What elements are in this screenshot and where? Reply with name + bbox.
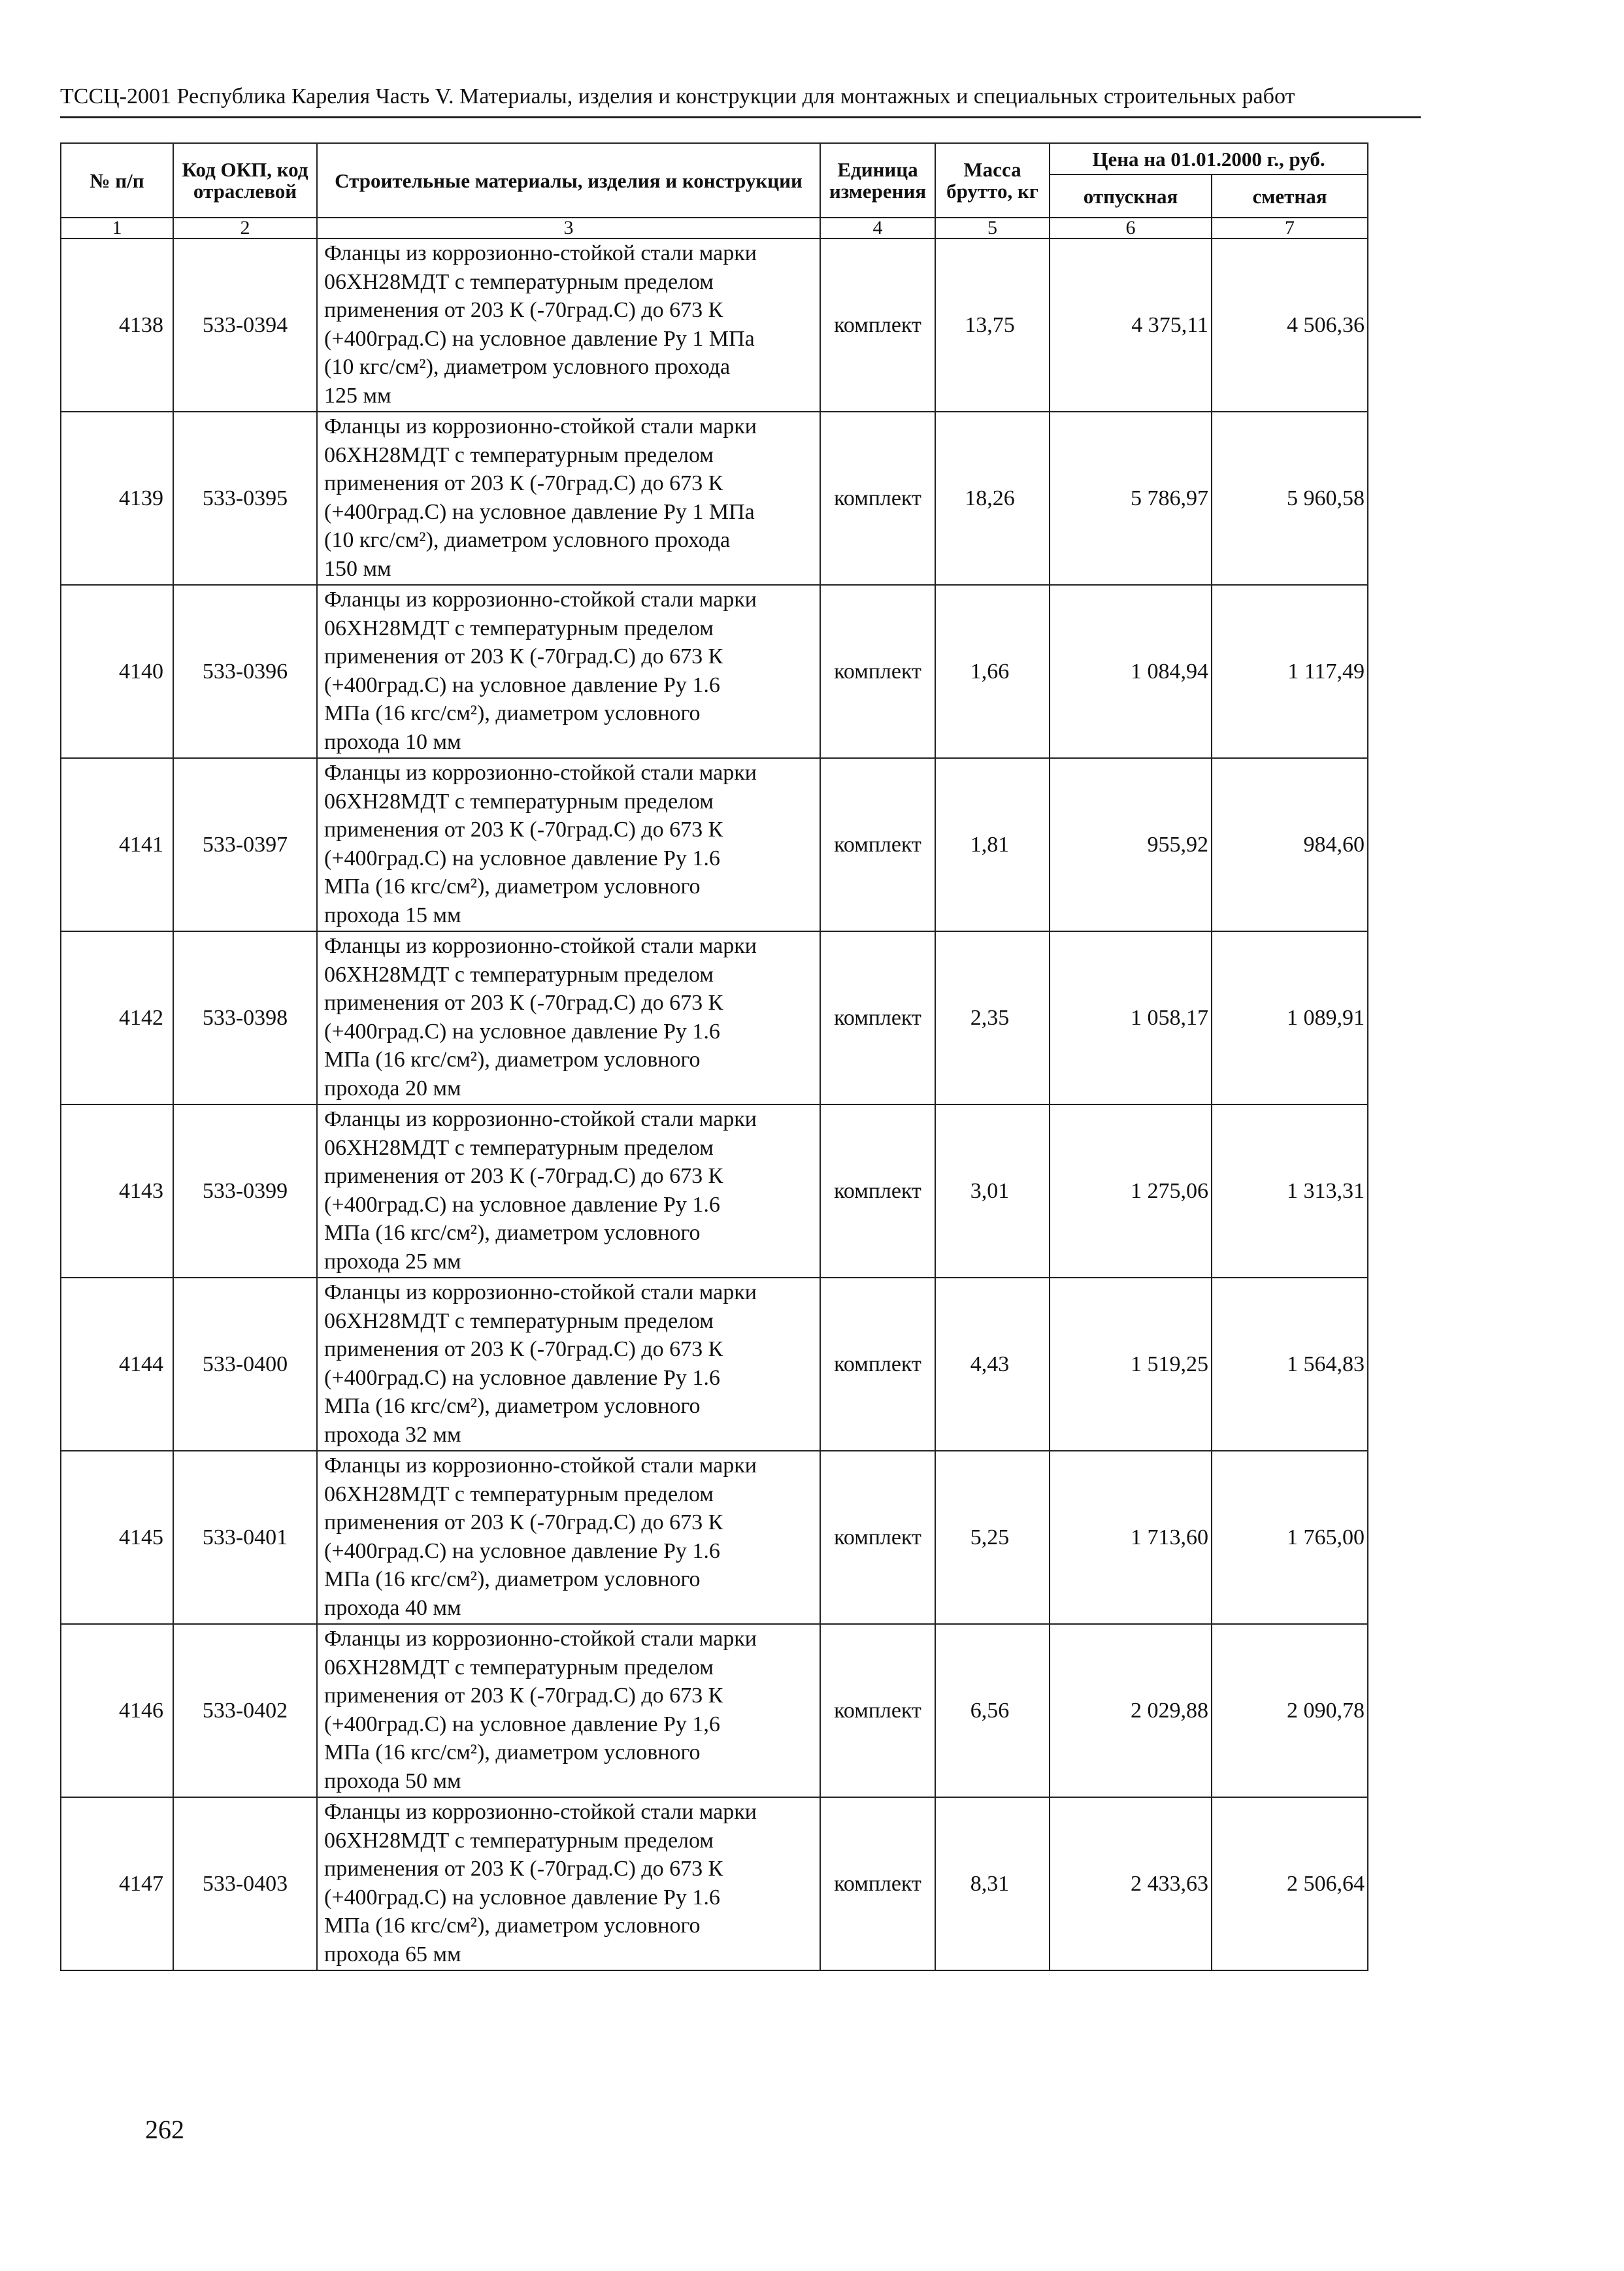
desc-line: применения от 203 К (-70град.С) до 673 К xyxy=(324,1164,723,1188)
desc-line: Фланцы из коррозионно-стойкой стали марки xyxy=(324,588,757,612)
row-price-estimate: 1 765,00 xyxy=(1212,1451,1368,1624)
desc-line: (+400град.С) на условное давление Ру 1.6 xyxy=(324,1019,720,1044)
header-rule xyxy=(60,116,1421,118)
desc-line: применения от 203 К (-70град.С) до 673 К xyxy=(324,1683,723,1708)
desc-line: 06ХН28МДТ с температурным пределом xyxy=(324,789,714,814)
table-row xyxy=(61,412,1368,585)
desc-line: применения от 203 К (-70град.С) до 673 К xyxy=(324,644,723,669)
row-number: 4141 xyxy=(61,758,173,931)
row-mass: 4,43 xyxy=(935,1278,1050,1451)
row-description xyxy=(317,1624,820,1797)
col-header-price-estimate: сметная xyxy=(1212,174,1368,218)
desc-line: 06ХН28МДТ с температурным пределом xyxy=(324,1828,714,1853)
row-unit: комплект xyxy=(820,585,935,758)
row-price-release: 1 084,94 xyxy=(1050,585,1212,758)
table-row xyxy=(61,1278,1368,1451)
row-price-estimate: 5 960,58 xyxy=(1212,412,1368,585)
desc-line: Фланцы из коррозионно-стойкой стали марки xyxy=(324,1280,757,1304)
row-description xyxy=(317,1451,820,1624)
row-number: 4144 xyxy=(61,1278,173,1451)
desc-line: (10 кгс/см²), диаметром условного прохода xyxy=(324,355,731,379)
col-header-code: Код ОКП, код отраслевой xyxy=(173,143,317,218)
table-row xyxy=(61,1104,1368,1278)
col-number: 7 xyxy=(1212,218,1368,239)
row-price-estimate: 1 313,31 xyxy=(1212,1104,1368,1278)
row-number: 4143 xyxy=(61,1104,173,1278)
desc-line: (10 кгс/см²), диаметром условного прохода xyxy=(324,528,731,552)
row-number: 4146 xyxy=(61,1624,173,1797)
table-row xyxy=(61,1624,1368,1797)
row-price-release: 1 713,60 xyxy=(1050,1451,1212,1624)
desc-line: Фланцы из коррозионно-стойкой стали марки xyxy=(324,1627,757,1651)
col-number: 5 xyxy=(935,218,1050,239)
col-header-unit: Единица измерения xyxy=(820,143,935,218)
row-code: 533-0400 xyxy=(173,1278,317,1451)
col-header-mass: Масса брутто, кг xyxy=(935,143,1050,218)
desc-line: прохода 25 мм xyxy=(324,1249,461,1274)
row-unit: комплект xyxy=(820,412,935,585)
row-mass: 13,75 xyxy=(935,239,1050,412)
col-number: 3 xyxy=(317,218,820,239)
desc-line: (+400град.С) на условное давление Ру 1,6 xyxy=(324,1712,720,1736)
desc-line: МПа (16 кгс/см²), диаметром условного xyxy=(324,1394,701,1418)
row-unit: комплект xyxy=(820,1278,935,1451)
desc-line: (+400град.С) на условное давление Ру 1.6 xyxy=(324,672,720,697)
col-number: 2 xyxy=(173,218,317,239)
desc-line: Фланцы из коррозионно-стойкой стали марки xyxy=(324,241,757,265)
row-price-release: 2 029,88 xyxy=(1050,1624,1212,1797)
row-unit: комплект xyxy=(820,931,935,1104)
row-code: 533-0395 xyxy=(173,412,317,585)
desc-line: (+400град.С) на условное давление Ру 1.6 xyxy=(324,1538,720,1563)
col-number: 6 xyxy=(1050,218,1212,239)
desc-line: Фланцы из коррозионно-стойкой стали марки xyxy=(324,934,757,958)
row-description xyxy=(317,585,820,758)
desc-line: применения от 203 К (-70град.С) до 673 К xyxy=(324,298,723,322)
row-number: 4139 xyxy=(61,412,173,585)
desc-line: 06ХН28МДТ с температурным пределом xyxy=(324,1135,714,1160)
row-code: 533-0403 xyxy=(173,1797,317,1970)
desc-line: прохода 65 мм xyxy=(324,1942,461,1966)
desc-line: применения от 203 К (-70град.С) до 673 К xyxy=(324,471,723,495)
desc-line: (+400град.С) на условное давление Ру 1.6 xyxy=(324,1192,720,1217)
desc-line: прохода 15 мм xyxy=(324,903,461,927)
desc-line: 06ХН28МДТ с температурным пределом xyxy=(324,269,714,294)
desc-line: применения от 203 К (-70град.С) до 673 К xyxy=(324,991,723,1015)
row-number: 4138 xyxy=(61,239,173,412)
desc-line: 150 мм xyxy=(324,556,391,581)
table-row xyxy=(61,931,1368,1104)
table-row xyxy=(61,1797,1368,1970)
desc-line: (+400град.С) на условное давление Ру 1.6 xyxy=(324,1365,720,1390)
desc-line: МПа (16 кгс/см²), диаметром условного xyxy=(324,1048,701,1072)
row-unit: комплект xyxy=(820,1624,935,1797)
desc-line: 06ХН28МДТ с температурным пределом xyxy=(324,1655,714,1680)
desc-line: 06ХН28МДТ с температурным пределом xyxy=(324,1308,714,1333)
row-mass: 8,31 xyxy=(935,1797,1050,1970)
desc-line: (+400град.С) на условное давление Ру 1 МПа xyxy=(324,326,755,351)
row-description xyxy=(317,1797,820,1970)
row-unit: комплект xyxy=(820,758,935,931)
col-header-price-group: Цена на 01.01.2000 г., руб. xyxy=(1050,143,1368,174)
desc-line: прохода 50 мм xyxy=(324,1768,461,1793)
row-code: 533-0396 xyxy=(173,585,317,758)
row-unit: комплект xyxy=(820,1797,935,1970)
row-code: 533-0402 xyxy=(173,1624,317,1797)
desc-line: МПа (16 кгс/см²), диаметром условного xyxy=(324,1914,701,1938)
table-row xyxy=(61,239,1368,412)
desc-line: МПа (16 кгс/см²), диаметром условного xyxy=(324,701,701,725)
table-row xyxy=(61,585,1368,758)
desc-line: МПа (16 кгс/см²), диаметром условного xyxy=(324,1740,701,1765)
desc-line: МПа (16 кгс/см²), диаметром условного xyxy=(324,1221,701,1245)
row-unit: комплект xyxy=(820,1451,935,1624)
row-code: 533-0401 xyxy=(173,1451,317,1624)
desc-line: прохода 40 мм xyxy=(324,1595,461,1620)
row-price-estimate: 2 506,64 xyxy=(1212,1797,1368,1970)
desc-line: Фланцы из коррозионно-стойкой стали марки xyxy=(324,1107,757,1131)
table-row xyxy=(61,758,1368,931)
row-code: 533-0397 xyxy=(173,758,317,931)
row-price-release: 1 519,25 xyxy=(1050,1278,1212,1451)
row-mass: 3,01 xyxy=(935,1104,1050,1278)
col-header-material: Строительные материалы, изделия и конструкции xyxy=(317,143,820,218)
row-code: 533-0398 xyxy=(173,931,317,1104)
row-description xyxy=(317,239,820,412)
row-mass: 1,66 xyxy=(935,585,1050,758)
desc-line: Фланцы из коррозионно-стойкой стали марки xyxy=(324,1800,757,1824)
desc-line: 06ХН28МДТ с температурным пределом xyxy=(324,442,714,467)
row-description xyxy=(317,758,820,931)
row-number: 4140 xyxy=(61,585,173,758)
row-description xyxy=(317,1104,820,1278)
row-price-estimate: 1 089,91 xyxy=(1212,931,1368,1104)
desc-line: прохода 20 мм xyxy=(324,1076,461,1101)
row-description xyxy=(317,1278,820,1451)
row-code: 533-0394 xyxy=(173,239,317,412)
row-description xyxy=(317,931,820,1104)
desc-line: Фланцы из коррозионно-стойкой стали марки xyxy=(324,761,757,785)
desc-line: (+400град.С) на условное давление Ру 1.6 xyxy=(324,846,720,870)
page-header: ТССЦ-2001 Республика Карелия Часть V. Материалы, изделия и конструкции для монтажных и специальных строительных работ xyxy=(60,84,1295,108)
row-mass: 18,26 xyxy=(935,412,1050,585)
row-code: 533-0399 xyxy=(173,1104,317,1278)
desc-line: МПа (16 кгс/см²), диаметром условного xyxy=(324,874,701,899)
desc-line: (+400град.С) на условное давление Ру 1 МПа xyxy=(324,499,755,524)
row-price-release: 2 433,63 xyxy=(1050,1797,1212,1970)
row-unit: комплект xyxy=(820,1104,935,1278)
desc-line: (+400град.С) на условное давление Ру 1.6 xyxy=(324,1885,720,1910)
row-number: 4147 xyxy=(61,1797,173,1970)
desc-line: применения от 203 К (-70град.С) до 673 К xyxy=(324,1337,723,1361)
row-price-release: 4 375,11 xyxy=(1050,239,1212,412)
row-description xyxy=(317,412,820,585)
page-number: 262 xyxy=(145,2115,184,2144)
desc-line: применения от 203 К (-70град.С) до 673 К xyxy=(324,1510,723,1534)
row-unit: комплект xyxy=(820,239,935,412)
col-number: 4 xyxy=(820,218,935,239)
row-price-release: 1 058,17 xyxy=(1050,931,1212,1104)
row-mass: 1,81 xyxy=(935,758,1050,931)
desc-line: 06ХН28МДТ с температурным пределом xyxy=(324,1482,714,1506)
table-row xyxy=(61,1451,1368,1624)
col-number: 1 xyxy=(61,218,173,239)
desc-line: Фланцы из коррозионно-стойкой стали марки xyxy=(324,1453,757,1478)
row-price-estimate: 1 117,49 xyxy=(1212,585,1368,758)
row-number: 4145 xyxy=(61,1451,173,1624)
row-price-release: 1 275,06 xyxy=(1050,1104,1212,1278)
price-table xyxy=(60,142,1368,1971)
row-price-estimate: 1 564,83 xyxy=(1212,1278,1368,1451)
row-mass: 2,35 xyxy=(935,931,1050,1104)
row-price-estimate: 4 506,36 xyxy=(1212,239,1368,412)
desc-line: прохода 32 мм xyxy=(324,1422,461,1447)
desc-line: Фланцы из коррозионно-стойкой стали марки xyxy=(324,414,757,439)
desc-line: 125 мм xyxy=(324,383,391,408)
col-header-num: № п/п xyxy=(61,143,173,218)
desc-line: применения от 203 К (-70град.С) до 673 К xyxy=(324,818,723,842)
desc-line: прохода 10 мм xyxy=(324,729,461,754)
row-price-release: 5 786,97 xyxy=(1050,412,1212,585)
row-price-estimate: 984,60 xyxy=(1212,758,1368,931)
row-price-estimate: 2 090,78 xyxy=(1212,1624,1368,1797)
desc-line: 06ХН28МДТ с температурным пределом xyxy=(324,616,714,640)
desc-line: 06ХН28МДТ с температурным пределом xyxy=(324,962,714,987)
row-mass: 5,25 xyxy=(935,1451,1050,1624)
row-price-release: 955,92 xyxy=(1050,758,1212,931)
col-header-price-release: отпускная xyxy=(1050,174,1212,218)
desc-line: МПа (16 кгс/см²), диаметром условного xyxy=(324,1567,701,1591)
row-mass: 6,56 xyxy=(935,1624,1050,1797)
desc-line: применения от 203 К (-70град.С) до 673 К xyxy=(324,1857,723,1881)
row-number: 4142 xyxy=(61,931,173,1104)
